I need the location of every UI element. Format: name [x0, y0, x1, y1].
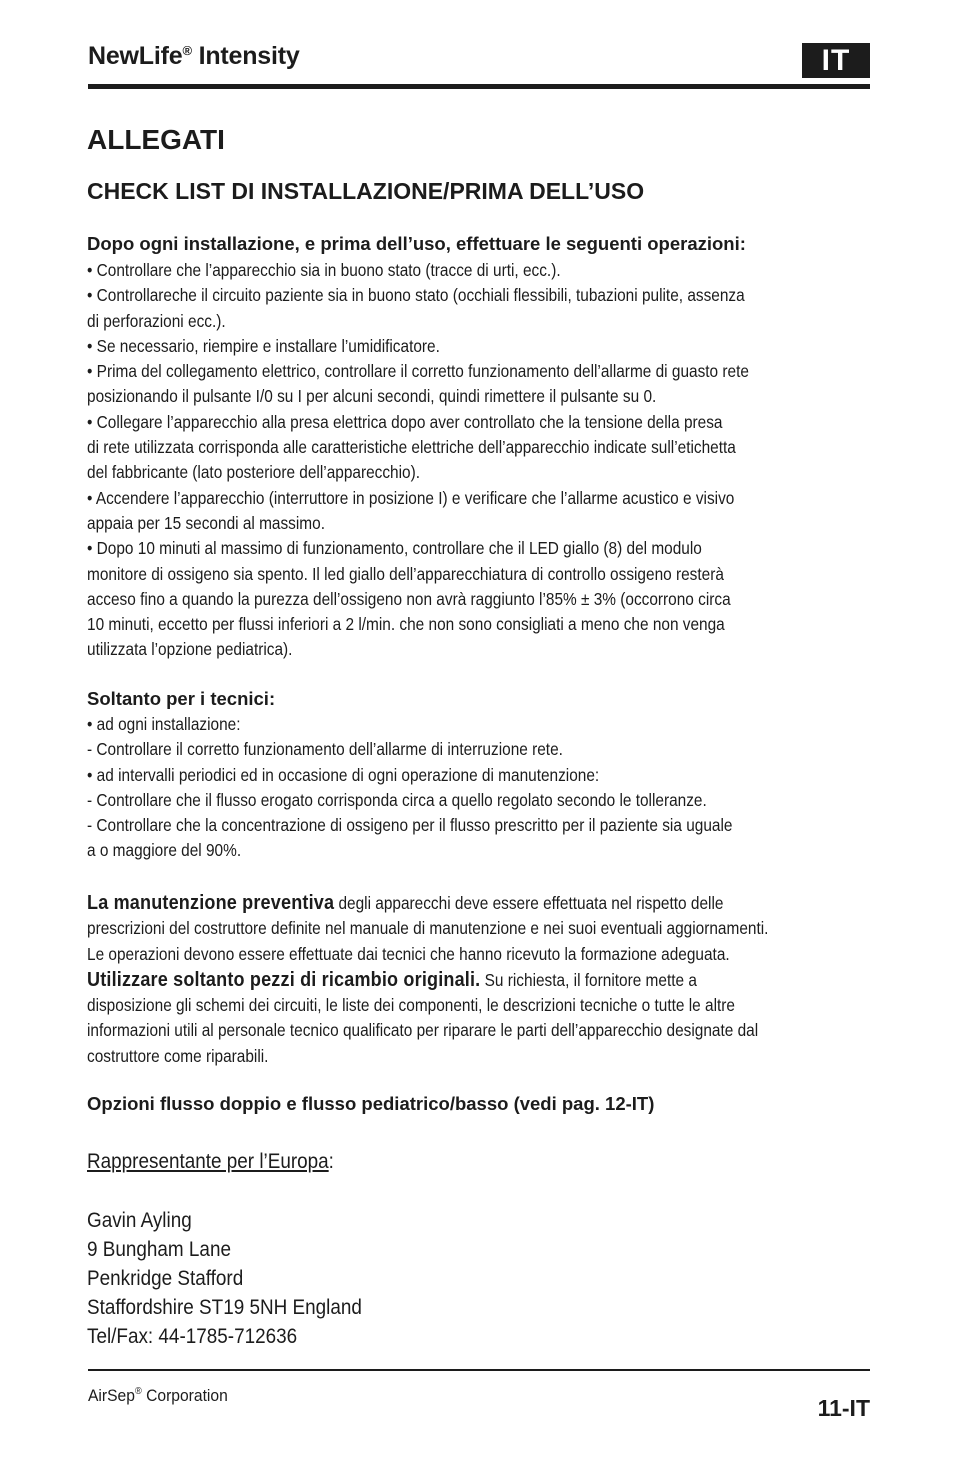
page-number: 11-IT: [817, 1395, 870, 1421]
list-item: • Prima del collegamento elettrico, controllare il corretto funzionamento dell’allarme di guasto rete: [87, 361, 749, 382]
list-item: utilizzata l’opzione pediatrica).: [87, 639, 293, 660]
maintenance-text: Su richiesta, il fornitore mette a: [480, 969, 697, 990]
maintenance-line: Le operazioni devono essere effettuate dai tecnici che hanno ricevuto la formazione adeguata.: [87, 943, 730, 964]
list-item: 10 minuti, eccetto per flussi inferiori a 2 l/min. che non sono consigliati a meno che non venga: [87, 614, 725, 635]
address-line: Penkridge Stafford: [87, 1267, 244, 1290]
intro-heading: Dopo ogni installazione, e prima dell’uso, effettuare le seguenti operazioni:: [87, 233, 746, 254]
representative-address: [87, 1206, 362, 1351]
list-item: • ad ogni installazione:: [87, 714, 241, 734]
list-item: appaia per 15 secondi al massimo.: [87, 512, 325, 533]
maintenance-line: informazioni utili al personale tecnico qualificato per riparare le parti dell’apparecchio designate dal: [87, 1020, 759, 1041]
technicians-checklist: [87, 712, 877, 864]
list-item: • Controllare che l’apparecchio sia in buono stato (tracce di urti, ecc.).: [87, 260, 561, 280]
address-line: Staffordshire ST19 5NH England: [87, 1296, 362, 1319]
registered-mark: ®: [182, 43, 192, 58]
address-line: Gavin Ayling: [87, 1209, 192, 1232]
registered-mark: ®: [134, 1386, 142, 1397]
list-item: • Controllareche il circuito paziente sia in buono stato (occhiali flessibili, tubazioni pulite, assenza: [87, 285, 745, 306]
list-item: • Dopo 10 minuti al massimo di funzionamento, controllare che il LED giallo (8) del modulo: [87, 538, 702, 559]
list-item: • Collegare l’apparecchio alla presa elettrica dopo aver controllato che la tensione della presa: [87, 411, 723, 432]
list-item: posizionando il pulsante I/0 su I per alcuni secondi, quindi rimettere il pulsante su 0.: [87, 386, 657, 407]
list-item: • ad intervalli periodici ed in occasione di ogni operazione di manutenzione:: [87, 764, 600, 785]
list-item: - Controllare il corretto funzionamento dell’allarme di interruzione rete.: [87, 739, 563, 760]
representative-label: [87, 1150, 334, 1174]
company-name: AirSep: [88, 1386, 135, 1405]
page-title: ALLEGATI: [87, 124, 225, 155]
maintenance-line: [87, 967, 877, 993]
company-suffix: Corporation: [141, 1386, 228, 1405]
list-item: di perforazioni ecc.).: [87, 310, 226, 331]
installation-checklist: [87, 258, 877, 663]
maintenance-line: costruttore come riparabili.: [87, 1045, 269, 1066]
list-item: - Controllare che il flusso erogato corrisponda circa a quello regolato secondo le tolleranze.: [87, 789, 707, 810]
maintenance-paragraph: [87, 890, 877, 1069]
header-title: [88, 42, 300, 71]
address-line: 9 Bungham Lane: [87, 1238, 231, 1261]
list-item: di rete utilizzata corrisponda alle caratteristiche elettriche dell’apparecchio indicate sull’etichetta: [87, 437, 736, 458]
maintenance-line: prescrizioni del costruttore definite nel manuale di manutenzione e nei suoi eventuali aggiornamenti.: [87, 918, 769, 939]
product-name: NewLife: [88, 42, 183, 70]
list-item: - Controllare che la concentrazione di ossigeno per il flusso prescritto per il paziente sia uguale: [87, 815, 733, 836]
maintenance-bold-lead: La manutenzione preventiva: [87, 891, 335, 914]
spare-parts-bold: Utilizzare soltanto pezzi di ricambio originali.: [87, 967, 481, 991]
address-line: Tel/Fax: 44-1785-712636: [87, 1325, 298, 1348]
representative-colon: :: [328, 1150, 334, 1173]
representative-label-text: Rappresentante per l’Europa: [87, 1150, 329, 1173]
header-divider: [88, 84, 870, 89]
list-item: a o maggiore del 90%.: [87, 840, 242, 861]
footer-company: [88, 1386, 228, 1406]
technicians-heading: Soltanto per i tecnici:: [87, 688, 276, 709]
section-title: CHECK LIST DI INSTALLAZIONE/PRIMA DELL’USO: [87, 178, 645, 204]
language-badge: IT: [802, 43, 870, 78]
list-item: monitore di ossigeno sia spento. Il led giallo dell’apparecchiatura di controllo ossigeno resterà: [87, 563, 724, 584]
maintenance-line: [87, 890, 877, 916]
maintenance-text: degli apparecchi deve essere effettuata nel rispetto delle: [334, 893, 724, 913]
footer-divider: [88, 1369, 870, 1371]
options-note: Opzioni flusso doppio e flusso pediatrico/basso (vedi pag. 12-IT): [87, 1093, 655, 1114]
product-suffix: Intensity: [191, 42, 300, 70]
list-item: • Accendere l’apparecchio (interruttore in posizione I) e verificare che l’allarme acustico e visivo: [87, 487, 735, 508]
maintenance-line: disposizione gli schemi dei circuiti, le liste dei componenti, le descrizioni tecniche o tutte le altre: [87, 995, 735, 1016]
list-item: del fabbricante (lato posteriore dell’apparecchio).: [87, 462, 421, 483]
list-item: acceso fino a quando la purezza dell’ossigeno non avrà raggiunto l’85% ± 3% (occorrono circa: [87, 588, 731, 609]
list-item: • Se necessario, riempire e installare l’umidificatore.: [87, 335, 440, 356]
